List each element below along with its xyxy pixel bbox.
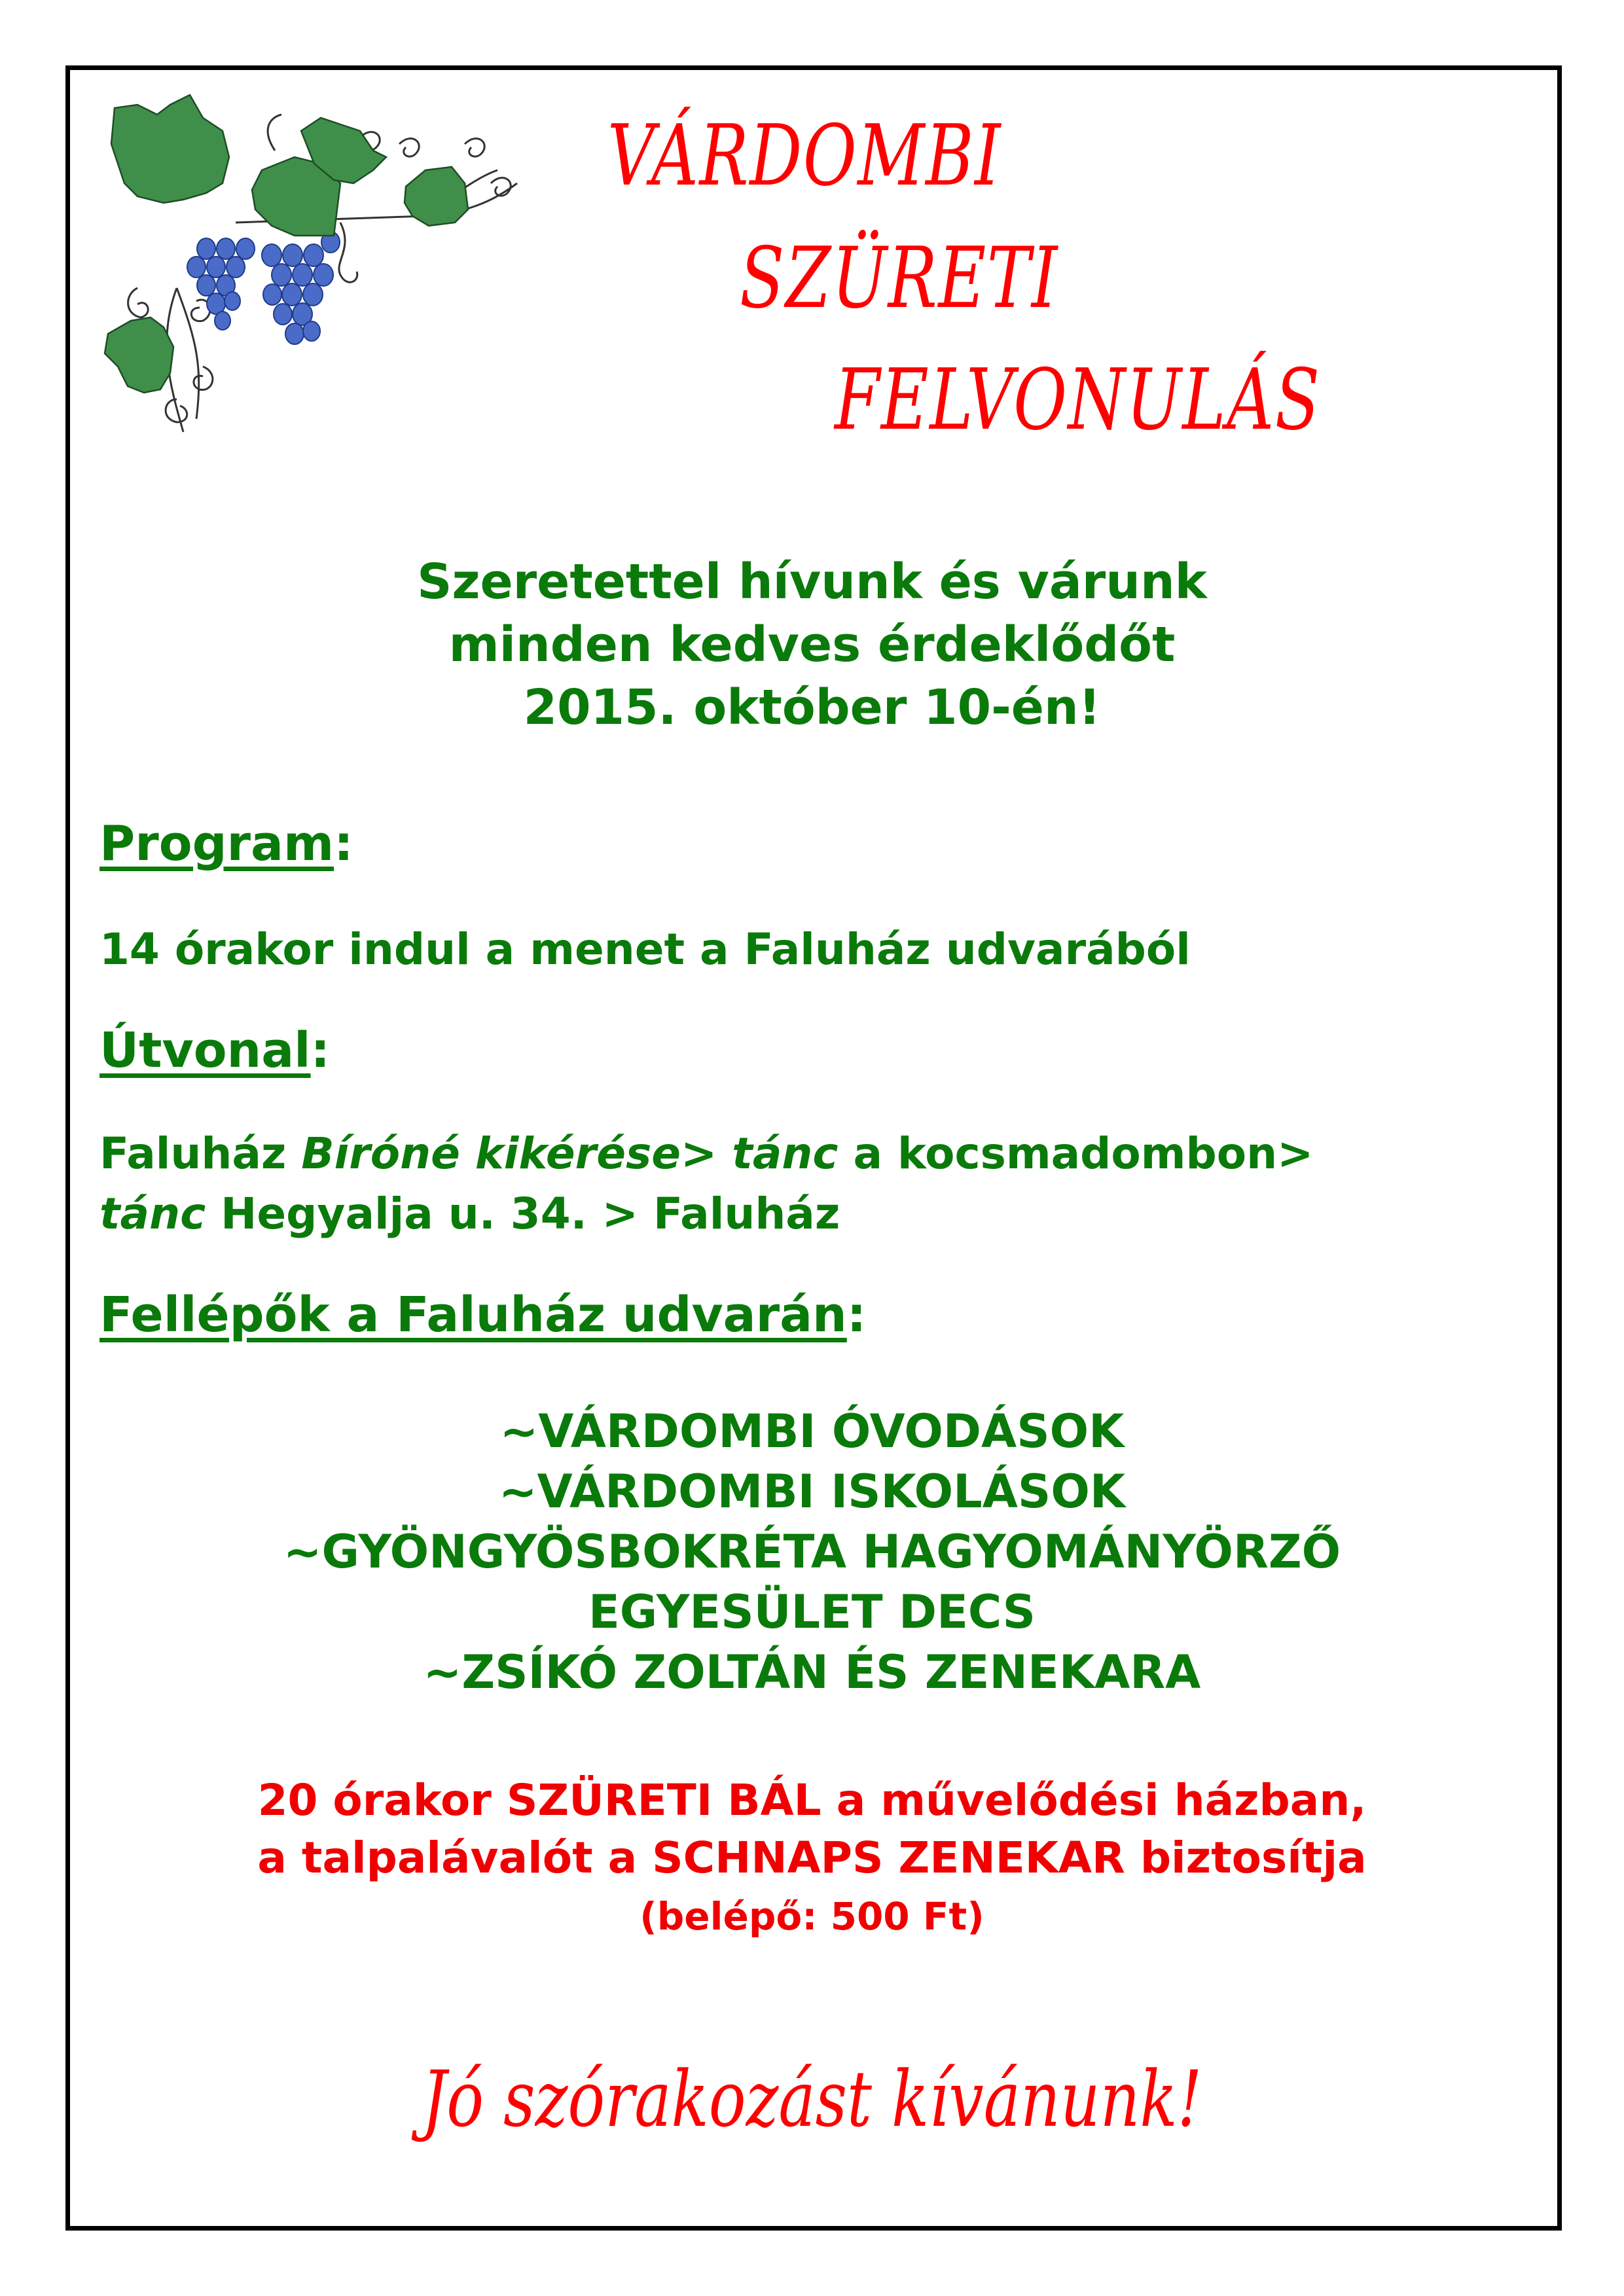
route-line-1 xyxy=(99,1128,1314,1179)
title-line-3: FELVONULÁS xyxy=(835,351,1321,449)
route-stop: a kocsmadombon> xyxy=(838,1128,1314,1179)
route-arrow: > xyxy=(681,1128,732,1179)
closing-message: Jó szórakozást kívánunk! xyxy=(422,2054,1202,2144)
route-line-2 xyxy=(99,1189,840,1239)
route-event: Bíróné kikérése xyxy=(301,1128,681,1179)
ball-entry-fee: (belépő: 500 Ft) xyxy=(640,1894,984,1939)
performer-item: EGYESÜLET DECS xyxy=(588,1585,1036,1639)
performer-item: ~ZSÍKÓ ZOLTÁN ÉS ZENEKARA xyxy=(423,1645,1201,1699)
program-heading xyxy=(99,816,353,872)
performer-item: ~VÁRDOMBI ÓVODÁSOK xyxy=(499,1405,1125,1458)
invitation-line-1: Szeretettel hívunk és várunk xyxy=(417,554,1207,610)
route-stop: Faluház xyxy=(99,1128,302,1179)
route-event: tánc xyxy=(732,1128,839,1179)
title-line-1: VÁRDOMBI xyxy=(607,107,1002,205)
route-stop: Hegyalja u. 34. > Faluház xyxy=(206,1189,840,1239)
performers-heading-label: Fellépők a Faluház udvarán xyxy=(99,1287,847,1343)
performer-item: ~VÁRDOMBI ISKOLÁSOK xyxy=(498,1465,1126,1518)
program-text: 14 órakor indul a menet a Faluház udvarából xyxy=(99,924,1191,975)
route-heading-colon: : xyxy=(310,1022,331,1079)
performers-heading-colon: : xyxy=(846,1287,867,1343)
performer-item: ~GYÖNGYÖSBOKRÉTA HAGYOMÁNYÖRZŐ xyxy=(283,1525,1341,1579)
ball-line-2: a talpalávalót a SCHNAPS ZENEKAR biztosítja xyxy=(257,1833,1367,1883)
route-event: tánc xyxy=(99,1189,206,1239)
performers-heading xyxy=(99,1287,867,1343)
grape-vine-icon xyxy=(98,92,530,445)
program-heading-label: Program xyxy=(99,816,334,872)
route-heading xyxy=(99,1022,331,1079)
invitation-line-2: minden kedves érdeklődőt xyxy=(448,617,1176,673)
title-line-2: SZÜRETI xyxy=(740,230,1058,327)
route-heading-label: Útvonal xyxy=(99,1022,311,1079)
ball-line-1: 20 órakor SZÜRETI BÁL a művelődési házban, xyxy=(257,1775,1367,1825)
invitation-line-3: 2015. október 10-én! xyxy=(523,679,1101,736)
program-heading-colon: : xyxy=(334,816,353,872)
